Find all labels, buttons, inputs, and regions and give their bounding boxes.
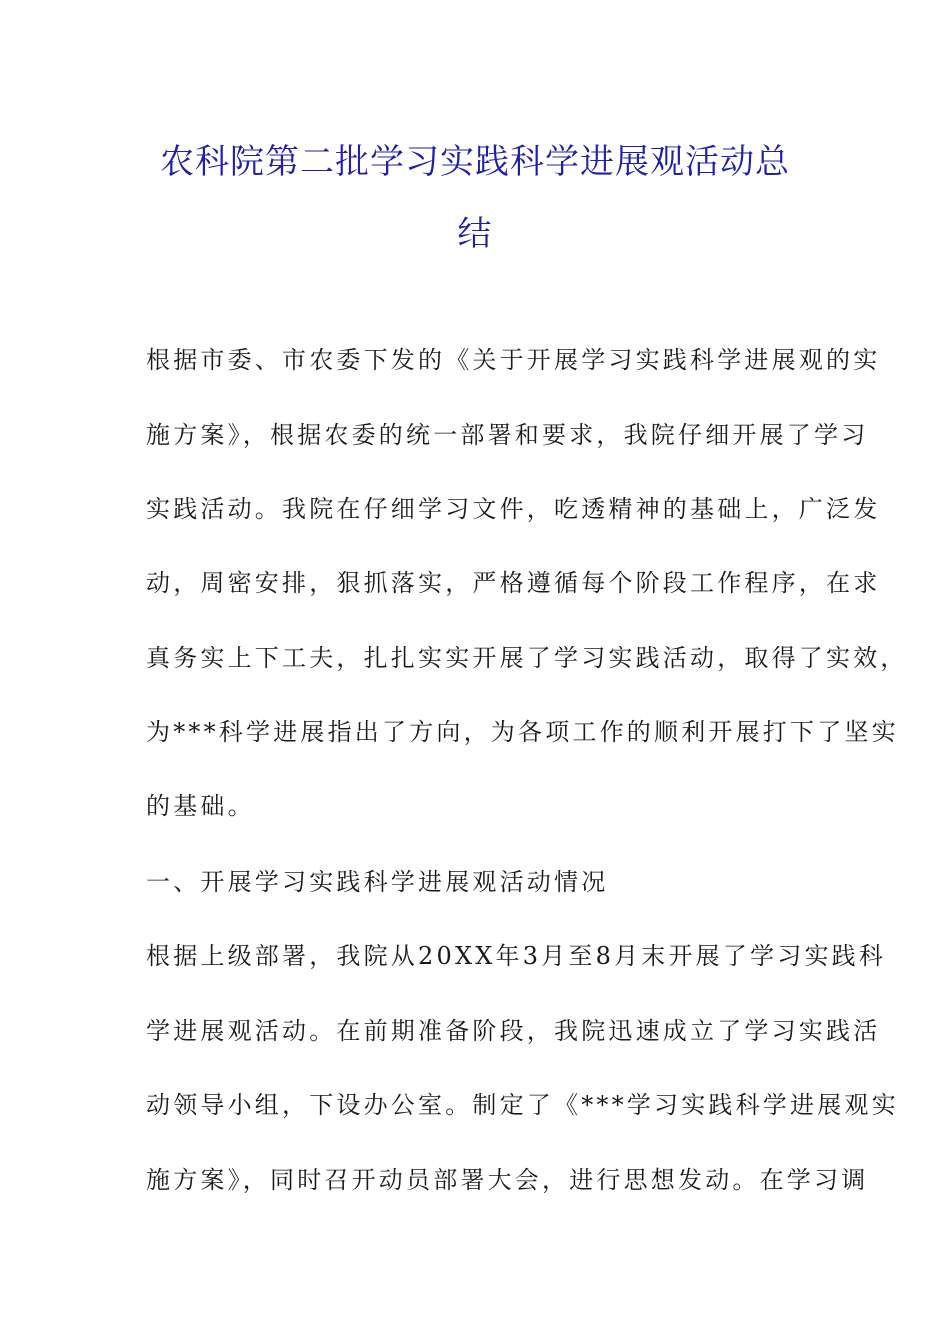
document-title-line-2: 结	[457, 214, 493, 254]
paragraph-line: 施方案》，同时召开动员部署大会，进行思想发动。在学习调	[146, 1166, 869, 1194]
paragraph-line: 为***科学进展指出了方向，为各项工作的顺利开展打下了坚实	[146, 718, 899, 746]
paragraph-line: 动领导小组，下设办公室。制定了《***学习实践科学进展观实	[146, 1091, 899, 1119]
document-title-line-1: 农科院第二批学习实践科学进展观活动总	[160, 142, 790, 182]
paragraph-line: 根据市委、市农委下发的《关于开展学习实践科学进展观的实	[146, 346, 881, 374]
section-heading: 一、开展学习实践科学进展观活动情况	[146, 868, 609, 896]
paragraph-line: 动，周密安排，狠抓落实，严格遵循每个阶段工作程序，在求	[146, 569, 881, 597]
paragraph-line: 实践活动。我院在仔细学习文件，吃透精神的基础上，广泛发	[146, 495, 881, 523]
paragraph-line: 根据上级部署，我院从20XX年3月至8月末开展了学习实践科	[146, 942, 887, 970]
paragraph-line: 的基础。	[146, 792, 255, 820]
paragraph-line: 真务实上下工夫，扎扎实实开展了学习实践活动，取得了实效，	[146, 644, 908, 672]
paragraph-line: 施方案》，根据农委的统一部署和要求，我院仔细开展了学习	[146, 421, 869, 449]
paragraph-line: 学进展观活动。在前期准备阶段，我院迅速成立了学习实践活	[146, 1017, 881, 1045]
